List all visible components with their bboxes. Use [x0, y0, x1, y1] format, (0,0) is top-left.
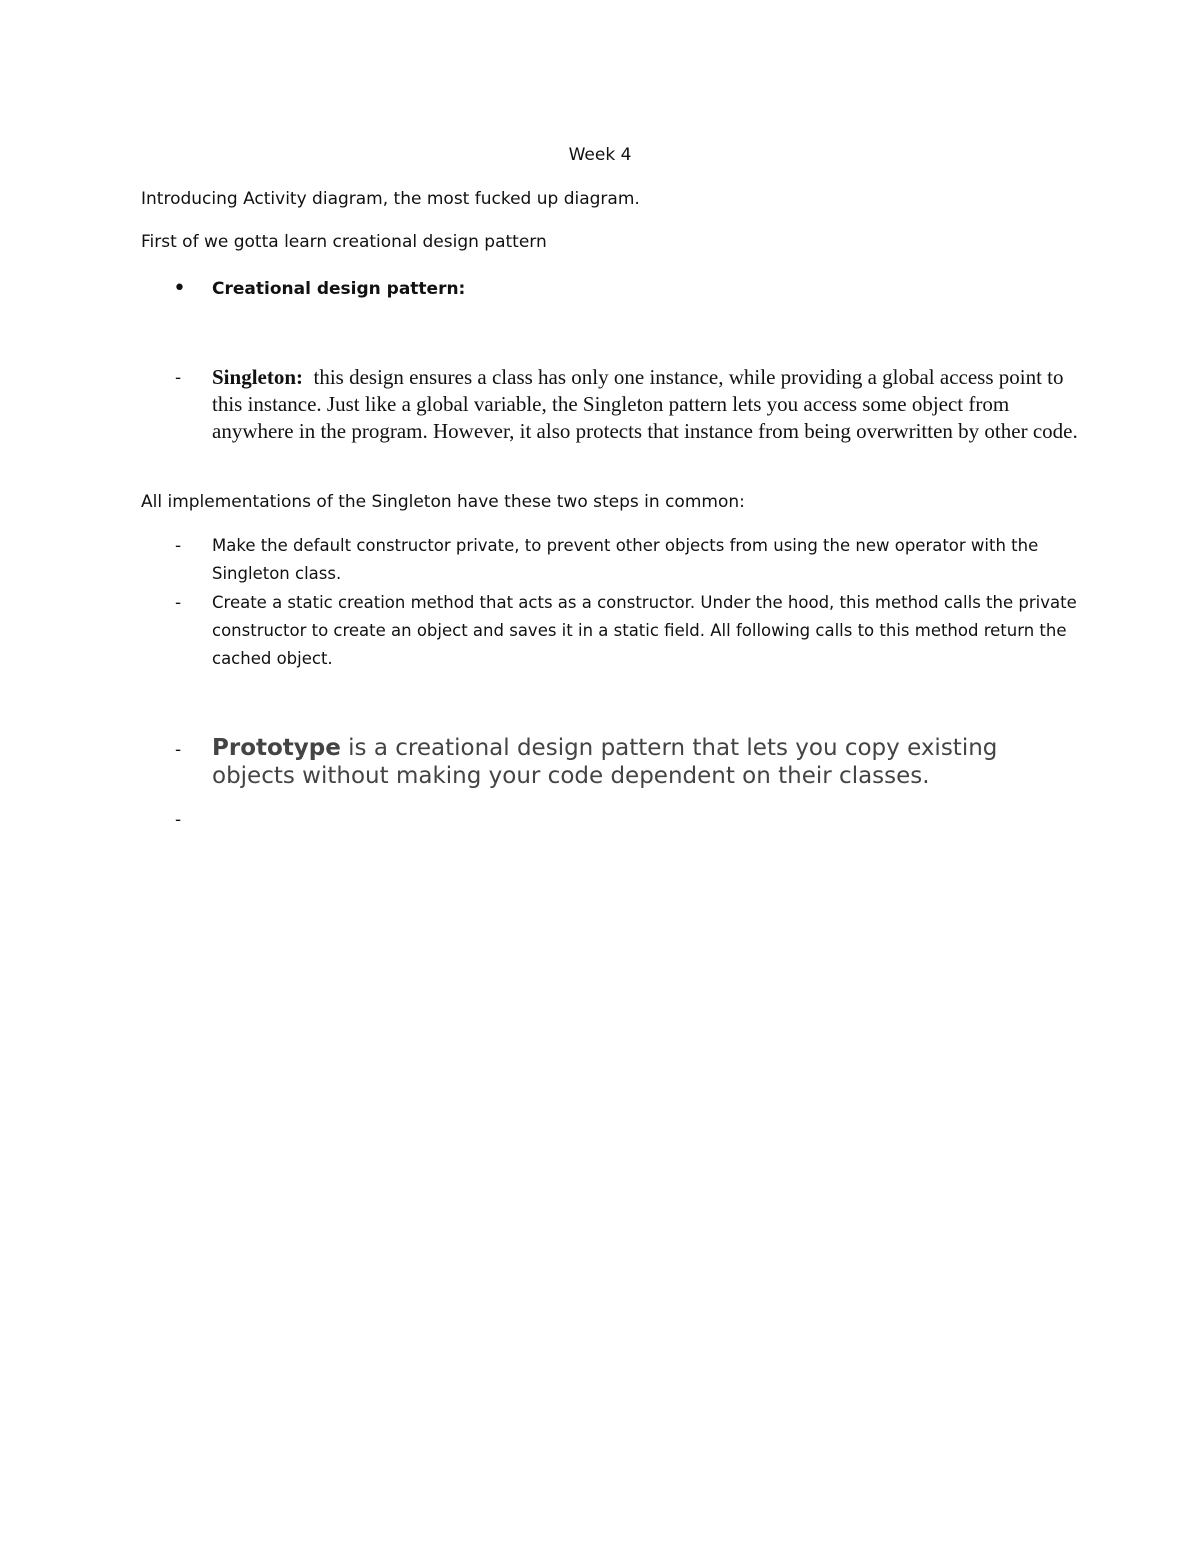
prototype-text: is a creational design pattern that lets you copy existing objects without making your code dependent on their classes.: [212, 735, 998, 789]
dash-marker: -: [175, 536, 182, 556]
singleton-term: Singleton:: [212, 365, 304, 389]
page-title: Week 4: [568, 145, 632, 165]
first-line: First of we gotta learn creational design pattern: [141, 232, 547, 252]
bullet-heading: Creational design pattern:: [212, 279, 466, 299]
singleton-paragraph: [212, 364, 1082, 445]
step-item-2: Create a static creation method that acts as a constructor. Under the hood, this method calls the private constructor to create an object and saves it in a static field. All following calls to this method return the cached object.: [212, 593, 1077, 668]
bullet-icon: •: [173, 276, 186, 301]
singleton-text: this design ensures a class has only one instance, while providing a global access point to this instance. Just like a global variable, the Singleton pattern lets you access some object from anywhere in the program. However, it also protects that instance from being overwritten by other code.: [212, 365, 1078, 443]
prototype-paragraph: [212, 734, 1072, 790]
empty-dash-marker: -: [175, 810, 182, 830]
prototype-term: Prototype: [212, 735, 341, 761]
intro-line: Introducing Activity diagram, the most fucked up diagram.: [141, 189, 640, 209]
implementations-intro: All implementations of the Singleton have these two steps in common:: [141, 492, 745, 512]
dash-marker: -: [175, 740, 182, 760]
step-item-1: Make the default constructor private, to prevent other objects from using the new operator with the Singleton class.: [212, 536, 1039, 583]
dash-marker: -: [175, 368, 182, 388]
dash-marker: -: [175, 593, 182, 613]
